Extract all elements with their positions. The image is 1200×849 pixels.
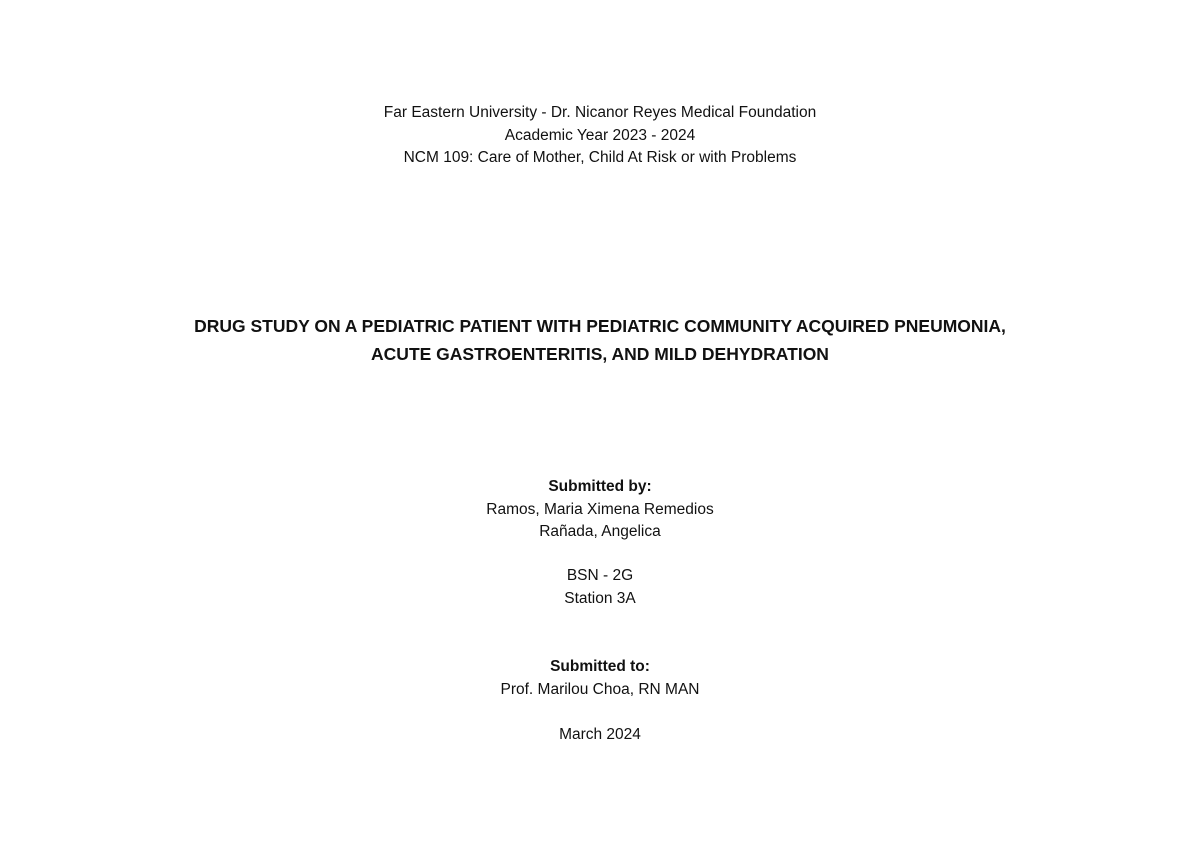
program-section: BSN - 2G (566, 567, 634, 584)
submitted-by-label: Submitted by: (548, 478, 652, 495)
document-header (0, 102, 1200, 170)
station: Station 3A (564, 589, 636, 607)
student-name: Ramos, Maria Ximena Remedios (486, 500, 714, 518)
document-title (0, 312, 1200, 368)
title-line-2: ACUTE GASTROENTERITIS, AND MILD DEHYDRATION (371, 344, 829, 364)
student-name: Rañada, Angelica (539, 523, 661, 540)
submission-date-block (0, 724, 1200, 747)
submission-date: March 2024 (559, 726, 641, 743)
submitted-to-section (0, 656, 1200, 701)
instructor-name: Prof. Marilou Choa, RN MAN (500, 680, 700, 698)
academic-year: Academic Year 2023 - 2024 (504, 126, 696, 144)
submitted-to-label: Submitted to: (550, 658, 650, 675)
title-line-1: DRUG STUDY ON A PEDIATRIC PATIENT WITH PEDIATRIC COMMUNITY ACQUIRED PNEUMONIA, (194, 316, 1006, 336)
submitted-by-section (0, 476, 1200, 544)
class-section (0, 565, 1200, 610)
institution-name: Far Eastern University - Dr. Nicanor Reyes Medical Foundation (383, 104, 817, 121)
course-title: NCM 109: Care of Mother, Child At Risk or with Problems (403, 149, 797, 166)
